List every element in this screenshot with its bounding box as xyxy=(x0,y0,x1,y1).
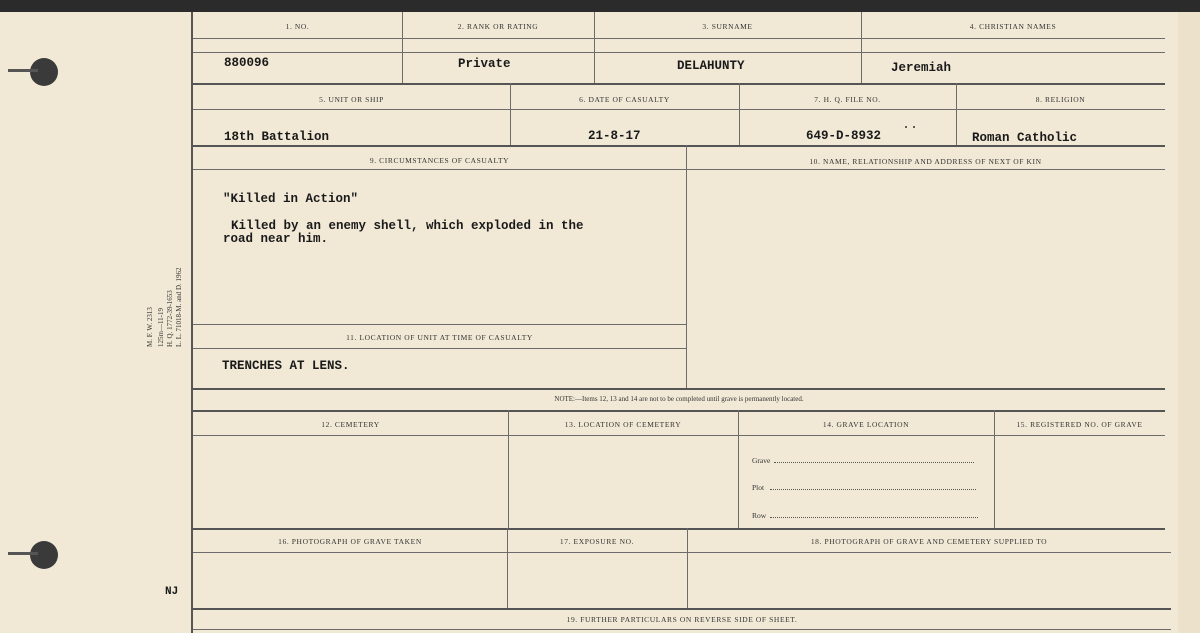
circumstances-line-1: "Killed in Action" xyxy=(223,192,359,206)
row16-bottom-rule xyxy=(193,608,1171,610)
initials: NJ xyxy=(165,586,179,598)
label-rank: 2. RANK OR RATING xyxy=(457,22,539,31)
row2-bottom-rule xyxy=(193,145,1165,147)
row2-div-2 xyxy=(739,83,740,145)
row1-label-rule xyxy=(193,52,1165,53)
label-no: 1. NO. xyxy=(285,22,310,31)
label-hq-file: 7. H. Q. FILE NO. xyxy=(814,95,881,104)
row12-label-rule xyxy=(193,435,1165,436)
value-date: 21-8-17 xyxy=(588,129,641,143)
plot-dotline xyxy=(770,489,976,490)
circumstances-line-3: road near him. xyxy=(223,232,329,246)
row1-top-rule xyxy=(193,38,1165,39)
ink-dot-2 xyxy=(913,126,915,128)
punch-slot-top xyxy=(8,69,38,72)
label-surname: 3. SURNAME xyxy=(702,22,753,31)
row11-top-rule xyxy=(193,324,686,325)
note-top-rule xyxy=(193,388,1165,390)
value-religion: Roman Catholic xyxy=(972,131,1078,145)
label-religion: 8. RELIGION xyxy=(1035,95,1086,104)
plot-label: Plot xyxy=(752,483,765,492)
note: NOTE:—Items 12, 13 and 14 are not to be completed until grave is permanently located. xyxy=(554,395,804,403)
row-label: Row xyxy=(752,511,767,520)
label-cemetery: 12. CEMETERY xyxy=(321,420,380,429)
label-location-of-cemetery: 13. LOCATION OF CEMETERY xyxy=(564,420,682,429)
label-further-particulars: 19. FURTHER PARTICULARS ON REVERSE SIDE OF SHEET. xyxy=(566,615,798,624)
form-code: M. F. W. 2313 xyxy=(146,307,154,347)
row3-label-rule xyxy=(193,169,1165,170)
form-print-run: 125m—11-19 xyxy=(157,307,165,347)
grave-dotline xyxy=(774,462,974,463)
label-circumstances: 9. CIRCUMSTANCES OF CASUALTY xyxy=(369,156,510,165)
row11-label-rule xyxy=(193,348,686,349)
form-hq-ref: H. Q. 1772-39-1653 xyxy=(166,290,174,347)
value-christian-names: Jeremiah xyxy=(891,61,952,75)
row12-bottom-rule xyxy=(193,528,1165,530)
label-date: 6. DATE OF CASUALTY xyxy=(579,95,670,104)
label-christian-names: 4. CHRISTIAN NAMES xyxy=(969,22,1057,31)
label-photo-taken: 16. PHOTOGRAPH OF GRAVE TAKEN xyxy=(278,537,422,546)
note-bottom-rule xyxy=(193,410,1165,412)
form-ll-ref: L. L. 71018-M. and D. 1962 xyxy=(175,267,183,347)
grave-label: Grave xyxy=(752,456,771,465)
ink-dot-1 xyxy=(905,126,907,128)
punch-hole-bottom xyxy=(30,541,58,569)
label-next-of-kin: 10. NAME, RELATIONSHIP AND ADDRESS OF NEXT OF KIN xyxy=(809,157,1042,166)
label-grave-location: 14. GRAVE LOCATION xyxy=(822,420,910,429)
label-unit: 5. UNIT OR SHIP xyxy=(319,95,384,104)
label-photo-supplied: 18. PHOTOGRAPH OF GRAVE AND CEMETERY SUPPLIED TO xyxy=(810,537,1048,546)
value-unit: 18th Battalion xyxy=(224,130,330,144)
row-dotline xyxy=(770,517,978,518)
punch-slot-bottom xyxy=(8,552,38,555)
value-no: 880096 xyxy=(224,56,270,70)
label-location-of-unit: 11. LOCATION OF UNIT AT TIME OF CASUALTY xyxy=(346,333,533,342)
label-exposure-no: 17. EXPOSURE NO. xyxy=(559,537,635,546)
value-rank: Private xyxy=(458,57,511,71)
bottom-rule xyxy=(193,629,1171,630)
value-hq-file: 649-D-8932 xyxy=(806,129,882,143)
punch-hole-top xyxy=(30,58,58,86)
value-surname: DELAHUNTY xyxy=(677,59,745,73)
value-location-of-unit: TRENCHES AT LENS. xyxy=(222,359,350,373)
row2-div-3 xyxy=(956,83,957,145)
row1-bottom-rule xyxy=(193,83,1165,85)
row16-label-rule xyxy=(193,552,1171,553)
row2-label-rule xyxy=(193,109,1165,110)
circumstances-line-2: Killed by an enemy shell, which exploded in the xyxy=(231,219,584,233)
row3-div xyxy=(686,145,687,388)
row2-div-1 xyxy=(510,83,511,145)
label-registered-no: 15. REGISTERED NO. OF GRAVE xyxy=(1016,420,1143,429)
